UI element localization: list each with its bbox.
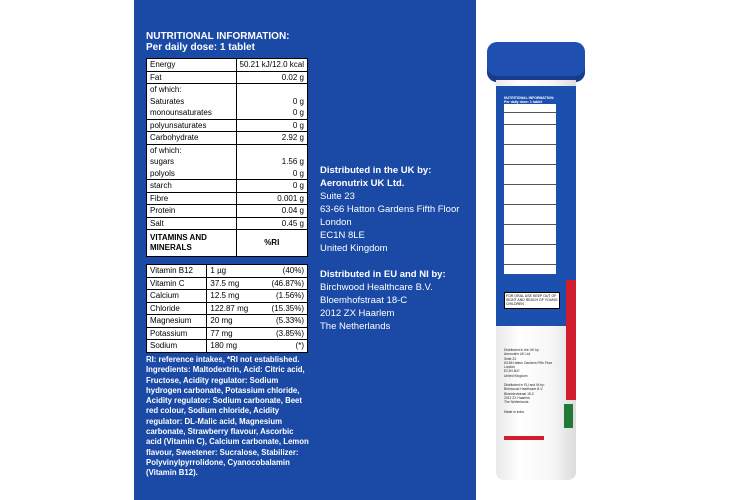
row-value: 50.21 kJ/12.0 kcal [236, 59, 307, 72]
tube-blue-label [496, 86, 576, 326]
row-label: of which: [147, 84, 237, 96]
mineral-ri: (5.33%) [260, 315, 307, 328]
distributor-uk-company: Aeronutrix UK Ltd. [320, 178, 405, 189]
mineral-ri: (3.85%) [260, 327, 307, 340]
tube-label-title: NUTRITIONAL INFORMATION: Per daily dose: 1 tablet [504, 96, 555, 105]
nutrition-subtitle: Per daily dose: 1 tablet [146, 42, 255, 53]
row-label: Carbohydrate [147, 132, 237, 145]
table-row [147, 340, 308, 353]
row-label: Energy [147, 59, 237, 72]
table-row [147, 156, 308, 168]
table-row [147, 315, 308, 328]
tube-cap [487, 42, 585, 82]
mineral-label: Sodium [147, 340, 207, 353]
address-line: Bloemhofstraat 18-C [320, 295, 408, 306]
tube-distributor-text: Distributed in the UK by: Aeronutrix UK Ltd. Suite 23 63-66 Hatton Gardens Fifth Floor London EC1N 8LE United Kingdom Distributed in EU and NI by: Birchwood Healthcare B.V. Bloemhofstraat 18-C 2012 ZX Haarlem The Netherlands Made in India [504, 348, 553, 414]
mineral-ri: (1.56%) [260, 290, 307, 303]
row-value: 0.45 g [236, 217, 307, 230]
row-value [236, 84, 307, 96]
table-row [147, 59, 308, 72]
table-row [147, 144, 308, 156]
mineral-label: Calcium [147, 290, 207, 303]
table-row [147, 84, 308, 96]
row-label: monounsaturates [147, 107, 237, 119]
row-value: 0.04 g [236, 205, 307, 218]
mineral-value: 12.5 mg [207, 290, 261, 303]
distributor-eu [320, 268, 446, 333]
nutrition-title: NUTRITIONAL INFORMATION: [146, 31, 290, 42]
mineral-label: Vitamin C [147, 277, 207, 290]
address-line: The Netherlands [320, 321, 391, 332]
table-row [147, 277, 308, 290]
row-value: 0 g [236, 119, 307, 132]
table-row [147, 132, 308, 145]
tube-warning: FOR ORAL USE KEEP OUT OF SIGHT AND REACH OF YOUNG CHILDREN [504, 292, 560, 309]
distributor-uk-heading: Distributed in the UK by: [320, 165, 432, 176]
mineral-value: 180 mg [207, 340, 261, 353]
tube-red-stripe [566, 280, 576, 400]
table-row [147, 230, 308, 257]
mineral-ri: (*) [260, 340, 307, 353]
address-line: 63-66 Hatton Gardens Fifth Floor [320, 204, 460, 215]
address-line: 2012 ZX Haarlem [320, 308, 395, 319]
mineral-label: Chloride [147, 302, 207, 315]
mineral-ri: (46.87%) [260, 277, 307, 290]
row-label: of which: [147, 144, 237, 156]
table-row [147, 205, 308, 218]
vitamins-header: VITAMINS AND MINERALS [147, 230, 237, 257]
nutrition-table [146, 58, 308, 257]
ri-header: %RI [236, 230, 307, 257]
row-label: sugars [147, 156, 237, 168]
row-value: 0 g [236, 180, 307, 193]
row-value: 0 g [236, 96, 307, 108]
table-row [147, 217, 308, 230]
ingredients-list: Maltodextrin, Acid: Citric acid, Fructose, Acidity regulator: Sodium hydrogen carbonate, Potassium chloride, Acidity regulator: Sodium carbonate, Beet red colour, Sodium chloride, Acidity regulator: DL-Malic acid, Magnesium carbonate, Strawberry flavour, Ascorbic acid (Vitamin C), Calcium carbonate, Lemon flavour, Sweetener: Sucralose, Stabilizer: Polyvinylpyrrolidone, Cyanocobalamin (Vitamin B12). [146, 365, 309, 478]
mineral-ri: (40%) [260, 265, 307, 278]
table-row [147, 180, 308, 193]
product-tube [496, 80, 576, 480]
recycle-badge-icon [564, 404, 573, 428]
tube-mini-table [504, 104, 556, 274]
address-line: Birchwood Healthcare B.V. [320, 282, 433, 293]
row-label: Fat [147, 71, 237, 84]
mineral-label: Potassium [147, 327, 207, 340]
address-line: London [320, 217, 352, 228]
distributor-eu-heading: Distributed in EU and NI by: [320, 269, 446, 280]
mineral-value: 77 mg [207, 327, 261, 340]
table-row [147, 71, 308, 84]
row-label: Fibre [147, 192, 237, 205]
row-value: 0 g [236, 107, 307, 119]
row-label: polyols [147, 168, 237, 180]
table-row [147, 107, 308, 119]
mineral-value: 20 mg [207, 315, 261, 328]
ingredients-text [146, 365, 311, 478]
row-value: 0.02 g [236, 71, 307, 84]
ingredients-label: Ingredients: [146, 365, 191, 375]
row-value: 0.001 g [236, 192, 307, 205]
row-value: 1.56 g [236, 156, 307, 168]
mineral-ri: (15.35%) [260, 302, 307, 315]
address-line: EC1N 8LE [320, 230, 365, 241]
table-row [147, 168, 308, 180]
row-label: Protein [147, 205, 237, 218]
row-label: polyunsaturates [147, 119, 237, 132]
mineral-label: Vitamin B12 [147, 265, 207, 278]
address-line: Suite 23 [320, 191, 355, 202]
table-row [147, 265, 308, 278]
minerals-table [146, 264, 308, 353]
row-label: Salt [147, 217, 237, 230]
table-row [147, 290, 308, 303]
row-value [236, 144, 307, 156]
table-row [147, 96, 308, 108]
tube-barcode-bar [504, 436, 544, 440]
table-row [147, 327, 308, 340]
table-row [147, 192, 308, 205]
ri-note: RI: reference intakes, *RI not established. [146, 355, 300, 364]
distributor-uk [320, 164, 459, 255]
row-label: starch [147, 180, 237, 193]
row-value: 0 g [236, 168, 307, 180]
table-row [147, 119, 308, 132]
notes-block [146, 355, 311, 479]
address-line: United Kingdom [320, 243, 388, 254]
table-row [147, 302, 308, 315]
row-value: 2.92 g [236, 132, 307, 145]
mineral-label: Magnesium [147, 315, 207, 328]
mineral-value: 37.5 mg [207, 277, 261, 290]
row-label: Saturates [147, 96, 237, 108]
mineral-value: 122.87 mg [207, 302, 261, 315]
mineral-value: 1 µg [207, 265, 261, 278]
